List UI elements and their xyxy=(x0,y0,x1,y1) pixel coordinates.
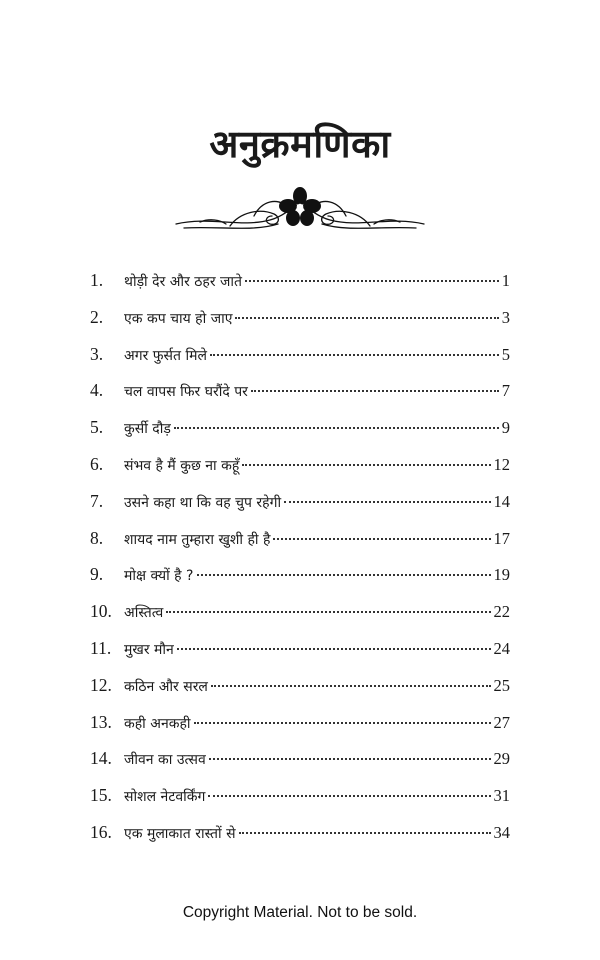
toc-entry-title: मुखर मौन xyxy=(124,641,174,658)
toc-entry-title: कुर्सी दौड़ xyxy=(124,421,171,438)
toc-entry xyxy=(90,417,510,454)
toc-dot-leader xyxy=(211,685,491,687)
toc-entry-title: कही अनकही xyxy=(124,715,191,732)
toc-entry xyxy=(90,344,510,381)
toc-dot-leader xyxy=(194,722,491,724)
toc-entry-page: 9 xyxy=(501,418,510,438)
toc-dot-leader xyxy=(251,390,499,392)
toc-entry-number: 5. xyxy=(90,417,104,438)
toc-entry xyxy=(90,675,510,712)
toc-entry-number: 9. xyxy=(90,564,104,585)
toc-entry-page: 7 xyxy=(501,381,510,401)
toc-entry-title: जीवन का उत्सव xyxy=(124,752,206,769)
toc-entry-title: सोशल नेटवर्किंग xyxy=(124,789,206,806)
toc-dot-leader xyxy=(284,501,490,503)
toc-entry xyxy=(90,564,510,601)
toc-entry-title: अगर फुर्सत मिले xyxy=(124,347,207,364)
toc-entry xyxy=(90,748,510,785)
toc-entry-number: 13. xyxy=(90,711,112,732)
toc-entry-title: चल वापस फिर घरौंदे पर xyxy=(124,384,248,401)
toc-entry xyxy=(90,712,510,749)
toc-dot-leader xyxy=(273,538,490,540)
toc-entry-number: 6. xyxy=(90,453,104,474)
toc-entry-page: 14 xyxy=(493,491,510,511)
toc-entry-number: 7. xyxy=(90,490,104,511)
toc-dot-leader xyxy=(239,832,491,834)
toc-dot-leader xyxy=(209,758,491,760)
toc-entry-number: 16. xyxy=(90,821,112,842)
toc-entry xyxy=(90,601,510,638)
toc-entry-number: 12. xyxy=(90,674,112,695)
toc-entry-title: शायद नाम तुम्हारा खुशी ही है xyxy=(124,531,271,548)
toc-entry-title: एक कप चाय हो जाए xyxy=(124,310,233,327)
toc-entry-title: कठिन और सरल xyxy=(124,678,208,695)
toc-entry-number: 4. xyxy=(90,380,104,401)
toc-entry xyxy=(90,380,510,417)
toc-entry-page: 27 xyxy=(493,712,510,732)
copyright-notice: Copyright Material. Not to be sold. xyxy=(182,904,418,921)
toc-entry-title: एक मुलाकात रास्तों से xyxy=(124,825,236,842)
toc-entry xyxy=(90,270,510,307)
toc-entry-page: 34 xyxy=(493,822,510,842)
toc-entry-page: 19 xyxy=(493,565,510,585)
toc-entry-page: 22 xyxy=(493,602,510,622)
toc-entry-number: 15. xyxy=(90,785,112,806)
toc-entry xyxy=(90,528,510,565)
toc-entry-page: 24 xyxy=(493,638,510,658)
toc-entry-page: 17 xyxy=(493,528,510,548)
toc-entry-page: 25 xyxy=(493,675,510,695)
toc-entry xyxy=(90,491,510,528)
toc-entry xyxy=(90,785,510,822)
toc-entry-number: 11. xyxy=(90,637,112,658)
toc-dot-leader xyxy=(242,464,490,466)
toc-entry-number: 1. xyxy=(90,270,104,290)
toc-dot-leader xyxy=(208,795,490,797)
toc-entry-title: अस्तित्व xyxy=(124,605,164,622)
toc-entry-number: 14. xyxy=(90,748,112,769)
toc-entry-title: संभव है मैं कुछ ना कहूँ xyxy=(124,457,240,474)
toc-entry-number: 2. xyxy=(90,306,104,327)
toc-entry-page: 1 xyxy=(501,271,510,290)
toc-dot-leader xyxy=(197,574,491,576)
flower-ornament-icon xyxy=(170,186,430,242)
toc-entry-number: 8. xyxy=(90,527,104,548)
toc-entry-number: 3. xyxy=(90,343,104,364)
toc-entry xyxy=(90,822,510,859)
toc-dot-leader xyxy=(210,354,499,356)
toc-entry-title: थोड़ी देर और ठहर जाते xyxy=(124,274,242,290)
toc-entry-title: मोक्ष क्यों है ? xyxy=(124,568,194,585)
page-title: अनुक्रमणिका xyxy=(209,122,391,166)
toc-entry-number: 10. xyxy=(90,601,112,622)
toc-dot-leader xyxy=(177,648,491,650)
toc-entry-page: 31 xyxy=(493,786,510,806)
toc-entry xyxy=(90,454,510,491)
toc-dot-leader xyxy=(174,427,499,429)
toc-dot-leader xyxy=(245,280,499,282)
toc-entry-title: उसने कहा था कि वह चुप रहेगी xyxy=(124,494,282,511)
toc-entry-page: 12 xyxy=(493,454,510,474)
toc-entry xyxy=(90,638,510,675)
toc-entry-page: 3 xyxy=(501,307,510,327)
toc-entry xyxy=(90,307,510,344)
toc-dot-leader xyxy=(235,317,498,319)
table-of-contents xyxy=(90,270,510,859)
toc-entry-page: 29 xyxy=(493,749,510,769)
toc-entry-page: 5 xyxy=(501,344,510,364)
toc-dot-leader xyxy=(166,611,490,613)
